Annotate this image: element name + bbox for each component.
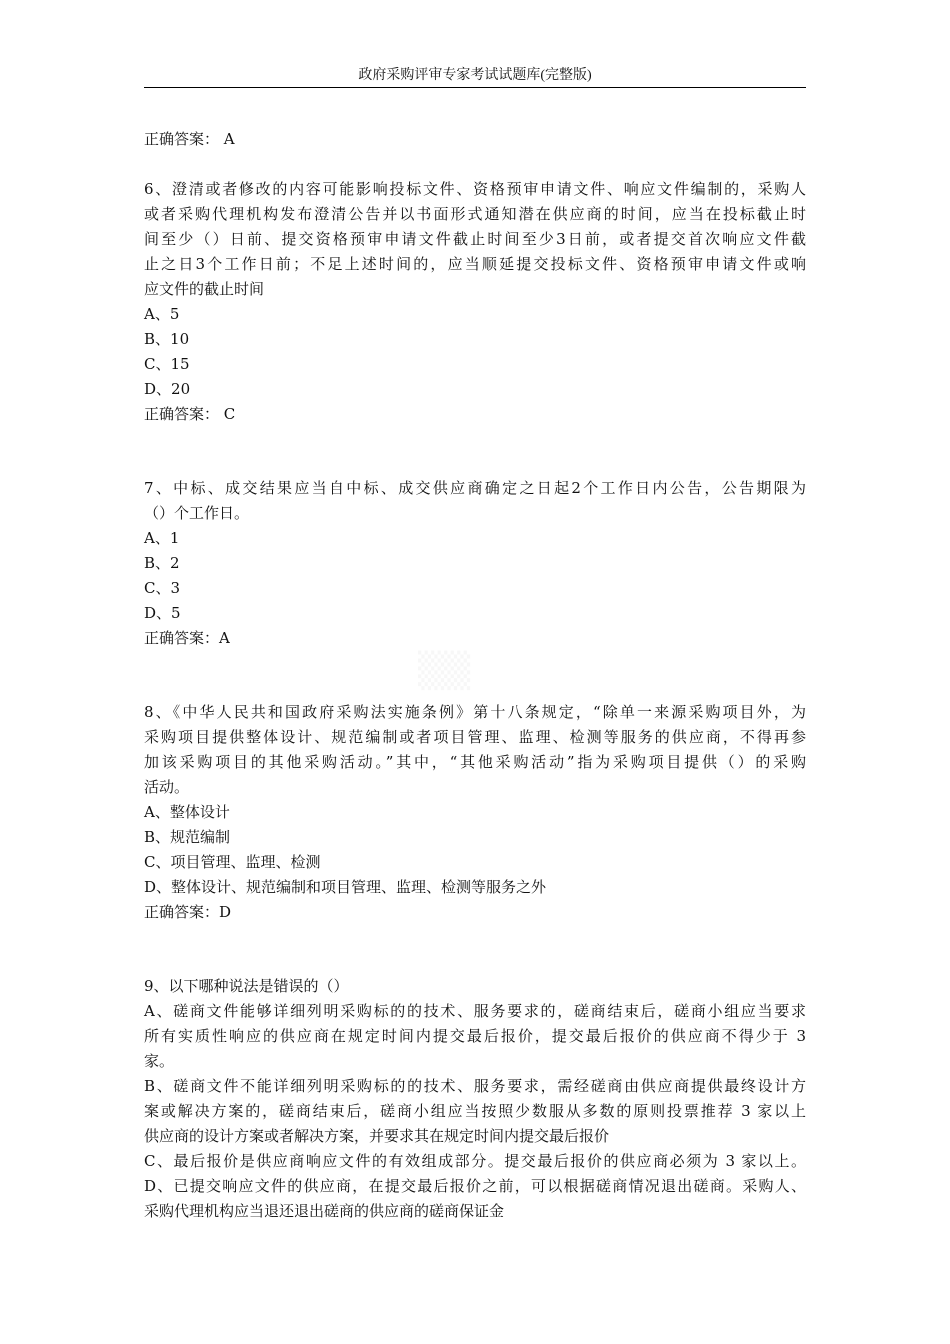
header-rule xyxy=(144,87,806,88)
question-9-option-c: C、最后报价是供应商响应文件的有效组成部分。提交最后报价的供应商必须为 3 家以上。 xyxy=(144,1152,806,1170)
question-6-line-5: 应文件的截止时间 xyxy=(144,280,265,298)
question-9-option-b-line-3: 供应商的设计方案或者解决方案，并要求其在规定时间内提交最后报价 xyxy=(144,1127,610,1145)
question-8-option-d: D、整体设计、规范编制和项目管理、监理、检测等服务之外 xyxy=(144,878,547,896)
question-6-line-2: 或者采购代理机构发布澄清公告并以书面形式通知潜在供应商的时间，应当在投标截止时 xyxy=(144,205,806,223)
question-6-option-a: A、5 xyxy=(144,305,180,323)
question-8-line-3: 加该采购项目的其他采购活动。”其中，“其他采购活动”指为采购项目提供（）的采购 xyxy=(144,753,806,771)
question-8-option-b: B、规范编制 xyxy=(144,828,231,846)
question-6-option-c: C、15 xyxy=(144,355,190,373)
question-9-option-d-line-2: 采购代理机构应当退还退出磋商的供应商的磋商保证金 xyxy=(144,1202,505,1220)
question-6-option-b: B、10 xyxy=(144,330,190,348)
question-7-option-b: B、2 xyxy=(144,554,180,572)
question-7-line-2: （）个工作日。 xyxy=(144,504,250,522)
question-6-line-1: 6、澄清或者修改的内容可能影响投标文件、资格预审申请文件、响应文件编制的，采购人 xyxy=(144,180,806,198)
question-7-option-c: C、3 xyxy=(144,579,181,597)
question-6-answer: 正确答案： C xyxy=(144,405,236,423)
question-6-line-3: 间至少（）日前、提交资格预审申请文件截止时间至少3日前，或者提交首次响应文件截 xyxy=(144,230,806,248)
question-9-option-d-line-1: D、已提交响应文件的供应商，在提交最后报价之前，可以根据磋商情况退出磋商。采购人、 xyxy=(144,1177,806,1195)
question-7-line-1: 7、中标、成交结果应当自中标、成交供应商确定之日起2个工作日内公告，公告期限为 xyxy=(144,479,806,497)
question-8-line-1: 8、《中华人民共和国政府采购法实施条例》第十八条规定，“除单一来源采购项目外，为 xyxy=(144,703,806,721)
question-8-option-c: C、项目管理、监理、检测 xyxy=(144,853,321,871)
question-8-line-2: 采购项目提供整体设计、规范编制或者项目管理、监理、检测等服务的供应商，不得再参 xyxy=(144,728,806,746)
question-7-option-d: D、5 xyxy=(144,604,181,622)
question-9-line-1: 9、以下哪种说法是错误的（） xyxy=(144,977,349,995)
question-9-option-b-line-1: B、磋商文件不能详细列明采购标的的技术、服务要求，需经磋商由供应商提供最终设计方 xyxy=(144,1077,806,1095)
question-9-option-a-line-1: A、磋商文件能够详细列明采购标的的技术、服务要求的，磋商结束后，磋商小组应当要求 xyxy=(144,1002,806,1020)
question-9-option-a-line-2: 所有实质性响应的供应商在规定时间内提交最后报价，提交最后报价的供应商不得少于 3 xyxy=(144,1027,806,1045)
question-8-answer: 正确答案：D xyxy=(144,903,232,921)
answer-prev: 正确答案： A xyxy=(144,130,235,148)
question-6-line-4: 止之日3个工作日前；不足上述时间的，应当顺延提交投标文件、资格预审申请文件或响 xyxy=(144,255,806,273)
question-7-option-a: A、1 xyxy=(144,529,180,547)
question-9-option-b-line-2: 案或解决方案的，磋商结束后，磋商小组应当按照少数服从多数的原则投票推荐 3 家以上 xyxy=(144,1102,806,1120)
question-7-answer: 正确答案：A xyxy=(144,629,230,647)
page-header-title: 政府采购评审专家考试试题库(完整版) xyxy=(358,68,592,83)
question-6-option-d: D、20 xyxy=(144,380,191,398)
watermark xyxy=(418,651,538,689)
question-8-option-a: A、整体设计 xyxy=(144,803,230,821)
question-9-option-a-line-3: 家。 xyxy=(144,1052,175,1070)
question-8-line-4: 活动。 xyxy=(144,778,190,796)
